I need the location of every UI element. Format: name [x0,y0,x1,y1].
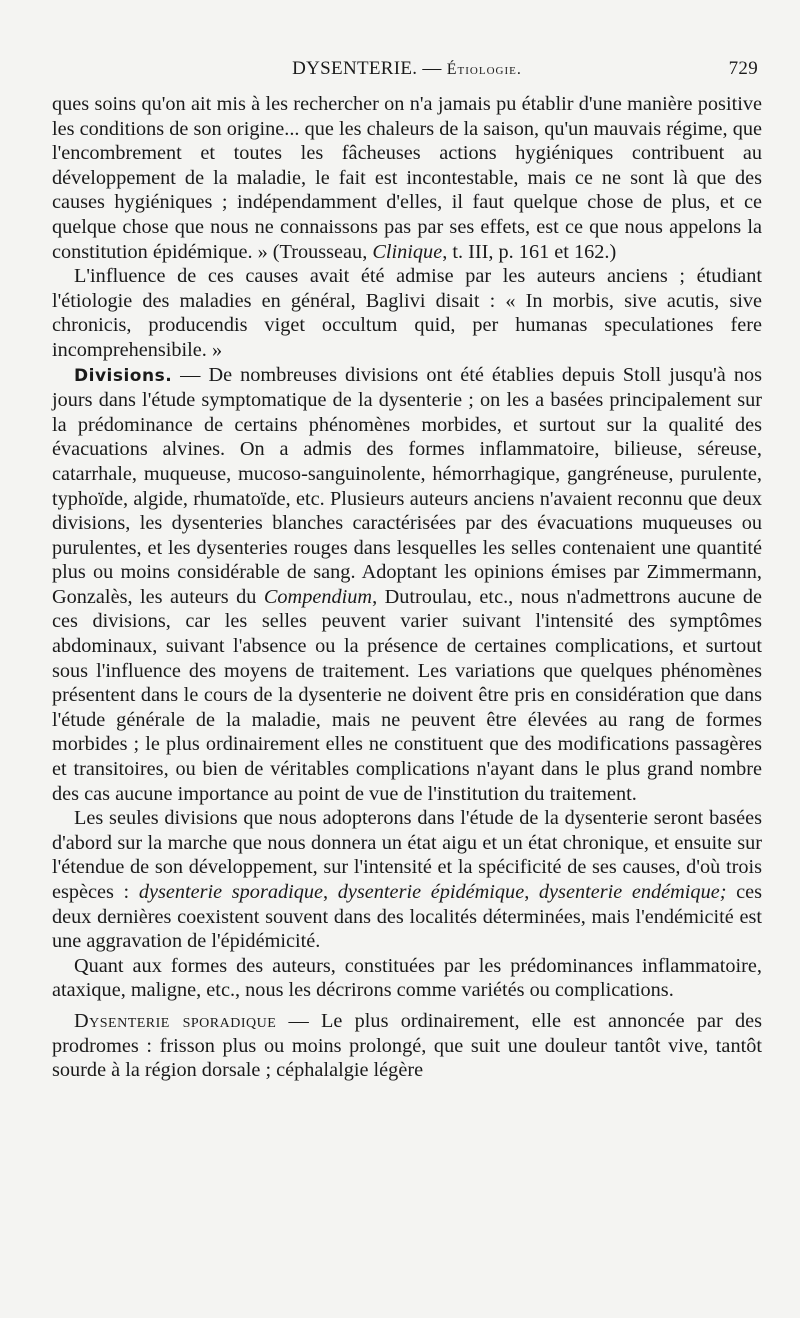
running-title-main: DYSENTERIE. [292,58,418,79]
running-title-section: Étiologie. [446,61,522,78]
p6-text: — Le plus ordinairement, elle est annoncée par des prodromes : frisson plus ou moins prolongé, que suit une douleur tantôt vive, tantôt sourde à la région dorsale ; céphalalgie légère [52,1009,762,1082]
p4-sep-1: , [323,881,338,903]
p1-text: ques soins qu'on ait mis à les rechercher on n'a jamais pu établir d'une manière positive les conditions de son origine... que les chaleurs de la saison, qu'un mauvais régime, que l'encombrement et toutes les fâcheuses actions hygiéniques contribuent au développement de la maladie, le fait est incontestable, mais ce ne sont là que des causes hygiéniques ; indépendamment d'elles, il faut quelque chose de plus, et ce quelque chose que nous ne connaissons pas par ses effets, est ce que nous appelons la constitution épidémique. » (Trousseau, [52,93,762,263]
p3-text-b: , Dutroulau, etc., nous n'admettrons aucune de ces divisions, car les selles peuvent varier suivant l'intensité des symptômes abdominaux, suivant l'absence ou la présence de certaines complications, et surtout sous l'influence des moyens de traitement. Les variations que quelques phénomènes présentent dans le cours de la dysenterie ne doivent être pris en considération que dans l'étude générale de la maladie, mais ne peuvent être élevées au rang de formes morbides ; le plus ordinairement elles ne constituent que des modifications passagères et transitoires, ou bien de véritables complications n'ayant dans le plus grand nombre des cas aucune importance au point de vue de l'institution du traitement. [52,585,762,805]
paragraph-continuation [52,92,762,264]
p1-italic-title: Clinique [372,240,443,263]
running-title-sep: — [422,58,442,79]
p4-text-a: Les seules divisions que nous adopterons dans l'étude de la dysenterie seront basées d'abord sur la marche que nous donnera un état aigu et un état chronique, et ensuite sur l'étendue de son développement, sur l'intensité et la spécificité de ses causes, d'où trois espèces : [52,807,762,903]
p4-italic-epidemique: dysenterie épidémique [337,881,525,903]
paragraph-baglivi: L'influence de ces causes avait été admise par les auteurs anciens ; étudiant l'étiologie des maladies en général, Baglivi disait : « In morbis, sive acutis, sive chronicis, producendis viget occultum quid, per humanas speculationes fere incomprehensibile. » [52,265,762,361]
p4-italic-sporadique: dysenterie sporadique [138,881,324,903]
page-number: 729 [728,58,758,79]
paragraph-divisions [52,363,762,807]
running-head [52,58,762,94]
p4-sep-2: , [524,881,539,903]
paragraph-three-species [52,806,762,954]
body-text [52,92,762,1083]
paragraph-formes: Quant aux formes des auteurs, constituées par les prédominances inflammatoire, ataxique, maligne, etc., nous les décrirons comme variétés ou complications. [52,954,762,1002]
divisions-heading: Divisions. [74,365,173,386]
sporadique-heading: Dysenterie sporadique [74,1009,277,1032]
p1-tail: , t. III, p. 161 et 162.) [442,240,617,263]
p3-italic-compendium: Compendium [263,585,373,608]
p4-text-b: ces deux dernières coexistent souvent dans des localités déterminées, mais l'endémicité est une aggravation de l'épidémicité. [52,881,763,953]
p3-text-a: — De nombreuses divisions ont été établies depuis Stoll jusqu'à nos jours dans l'étude symptomatique de la dysenterie ; on les a basées principalement sur la prédominance de certains phénomènes morbides, et surtout sur la qualité des évacuations alvines. On a admis des formes inflammatoire, bilieuse, séreuse, catarrhale, muqueuse, mucoso-sanguinolente, hémorrhagique, gangréneuse, purulente, typhoïde, algide, rhumatoïde, etc. Plusieurs auteurs anciens n'avaient reconnu que deux divisions, les dysenteries blanches caractérisées par des évacuations muqueuses ou purulentes, et les dysenteries rouges dans lesquelles les selles contenaient une quantité plus ou moins considérable de sang. Adoptant les opinions émises par Zimmermann, Gonzalès, les auteurs du [52,363,762,608]
p4-italic-endemique: dysenterie endémique; [538,881,727,903]
paragraph-sporadique [52,1009,762,1083]
running-title [52,58,762,80]
